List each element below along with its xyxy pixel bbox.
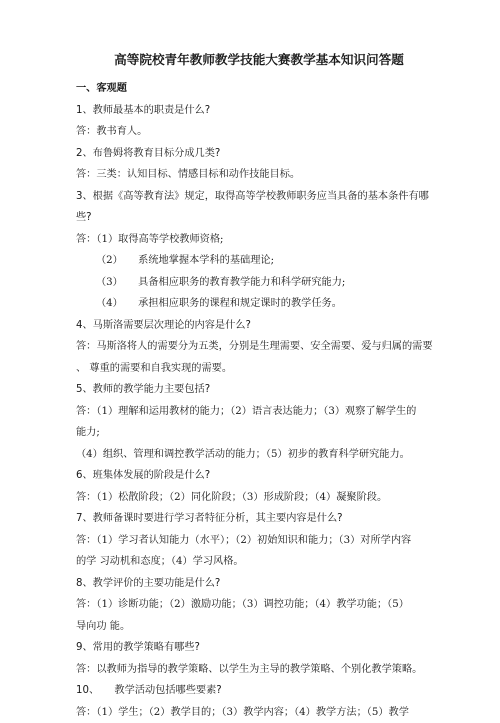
answer-line: 答：（1）松散阶段；（2）同化阶段；（3）形成阶段；（4）凝聚阶段。 xyxy=(76,487,442,509)
answer-line: 导向功 能。 xyxy=(76,616,442,638)
answer-line: 答：马斯洛将人的需要分为五类，分别是生理需要、安全需要、爱与归属的需要 xyxy=(76,336,442,358)
section-heading: 一、客观题 xyxy=(76,78,442,100)
question-line: 3、根据《高等教育法》规定，取得高等学校教师职务应当具备的基本条件有哪 xyxy=(76,186,442,208)
question-line: 5、教师的教学能力主要包括? xyxy=(76,379,442,401)
answer-line: （4）组织、管理和调控教学活动的能力；（5）初步的教育科学研究能力。 xyxy=(76,444,442,466)
question-line: 10、 教学活动包括哪些要素? xyxy=(76,680,442,702)
answer-line: 答：（1）诊断功能；（2）激励功能；（3）调控功能；（4）教学功能；（5） xyxy=(76,594,442,616)
answer-line: （3） 具备相应职务的教育教学能力和科学研究能力; xyxy=(76,272,442,294)
question-line: 些? xyxy=(76,207,442,229)
answer-line: 答：（1）学习者认知能力（水平）；（2）初始知识和能力；（3）对所学内容 xyxy=(76,530,442,552)
document-body xyxy=(76,78,442,723)
answer-line: 能力; xyxy=(76,422,442,444)
answer-line: 答：（1）学生；（2）教学目的；（3）教学内容；（4）教学方法；（5）教学 xyxy=(76,702,442,723)
question-line: 4、马斯洛需要层次理论的内容是什么? xyxy=(76,315,442,337)
answer-line: 答：以教师为指导的教学策略、以学生为主导的教学策略、个别化教学策略。 xyxy=(76,659,442,681)
question-line: 8、教学评价的主要功能是什么? xyxy=(76,573,442,595)
answer-line: （2） 系统地掌握本学科的基础理论; xyxy=(76,250,442,272)
answer-line: （4） 承担相应职务的课程和规定课时的教学任务。 xyxy=(76,293,442,315)
question-line: 9、常用的教学策略有哪些? xyxy=(76,637,442,659)
answer-line: 答：（1）取得高等学校教师资格; xyxy=(76,229,442,251)
question-line: 1、教师最基本的职责是什么? xyxy=(76,100,442,122)
answer-line: 答：三类：认知目标、情感目标和动作技能目标。 xyxy=(76,164,442,186)
question-line: 2、布鲁姆将教育目标分成几类? xyxy=(76,143,442,165)
answer-line: 答：（1）理解和运用教材的能力；（2）语言表达能力；（3）观察了解学生的 xyxy=(76,401,442,423)
answer-line: 的学 习动机和态度；（4）学习风格。 xyxy=(76,551,442,573)
document-title: 高等院校青年教师教学技能大赛教学基本知识问答题 xyxy=(76,52,442,68)
question-line: 6、班集体发展的阶段是什么? xyxy=(76,465,442,487)
answer-line: 答：教书育人。 xyxy=(76,121,442,143)
answer-line: 、 尊重的需要和自我实现的需要。 xyxy=(76,358,442,380)
question-line: 7、教师备课时要进行学习者特征分析，其主要内容是什么? xyxy=(76,508,442,530)
